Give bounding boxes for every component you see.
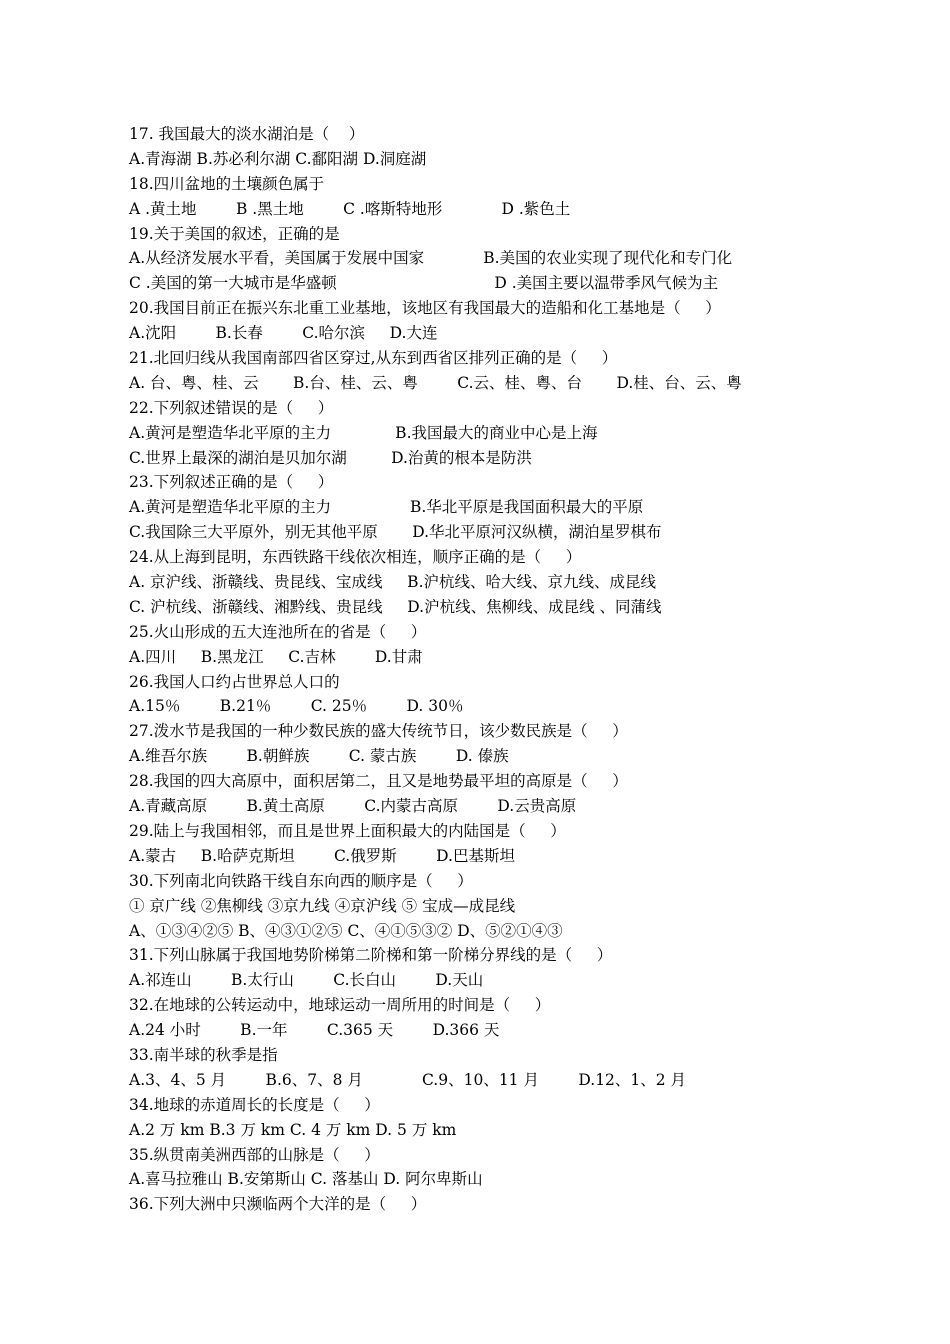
answer-options: C. 沪杭线、浙赣线、湘黔线、贵昆线 D.沪杭线、焦柳线、成昆线 、同蒲线	[129, 597, 662, 616]
answer-options: A.沈阳 B.长春 C.哈尔滨 D.大连	[129, 324, 438, 343]
answer-options: A.15％ B.21％ C. 25％ D. 30％	[129, 697, 464, 716]
question-text: 25.火山形成的五大连池所在的省是（ ）	[129, 622, 427, 641]
answer-options: C.世界上最深的湖泊是贝加尔湖 D.治黄的根本是防洪	[129, 448, 532, 467]
answer-options: A. 台、粤、桂、云 B.台、桂、云、粤 C.云、桂、粤、台 D.桂、台、云、粤	[129, 373, 742, 392]
answer-options: A.青海湖 B.苏必利尔湖 C.鄱阳湖 D.洞庭湖	[129, 149, 427, 168]
answer-options: A.青藏高原 B.黄土高原 C.内蒙古高原 D.云贵高原	[129, 797, 577, 816]
answer-options: A.黄河是塑造华北平原的主力 B.华北平原是我国面积最大的平原	[129, 498, 644, 517]
question-text: 24.从上海到昆明，东西铁路干线依次相连，顺序正确的是（ ）	[129, 548, 582, 567]
question-text: 35.纵贯南美洲西部的山脉是（ ）	[129, 1145, 380, 1164]
question-text: 22.下列叙述错误的是（ ）	[129, 398, 334, 417]
answer-options: A.四川 B.黑龙江 C.吉林 D.甘肃	[129, 647, 423, 666]
answer-options: C .美国的第一大城市是华盛顿 D .美国主要以温带季风气候为主	[129, 274, 719, 293]
question-text: 30.下列南北向铁路干线自东向西的顺序是（ ）	[129, 871, 473, 890]
question-text: 26.我国人口约占世界总人口的	[129, 672, 340, 691]
answer-options: A. 京沪线、浙赣线、贵昆线、宝成线 B.沪杭线、哈大线、京九线、成昆线	[129, 573, 657, 592]
answer-options: C.我国除三大平原外，别无其他平原 D.华北平原河汉纵横，湖泊星罗棋布	[129, 523, 662, 542]
question-text: 17. 我国最大的淡水湖泊是（ ）	[129, 125, 365, 143]
answer-options: A.喜马拉雅山 B.安第斯山 C. 落基山 D. 阿尔卑斯山	[129, 1170, 483, 1189]
answer-options: A.黄河是塑造华北平原的主力 B.我国最大的商业中心是上海	[129, 423, 598, 442]
answer-options: A .黄土地 B .黑土地 C .喀斯特地形 D .紫色土	[129, 199, 571, 218]
question-text: 33.南半球的秋季是指	[129, 1045, 278, 1064]
question-text: 29.陆上与我国相邻，而且是世界上面积最大的内陆国是（ ）	[129, 821, 566, 840]
question-text: 18.四川盆地的土壤颜色属于	[129, 174, 325, 193]
question-text: 20.我国目前正在振兴东北重工业基地，该地区有我国最大的造船和化工基地是（ ）	[129, 299, 721, 318]
question-text: 21.北回归线从我国南部四省区穿过,从东到西省区排列正确的是（ ）	[129, 349, 618, 368]
question-text: 27.泼水节是我国的一种少数民族的盛大传统节日，该少数民族是（ ）	[129, 722, 628, 741]
question-text: 19.关于美国的叙述，正确的是	[129, 224, 340, 243]
answer-options: A.蒙古 B.哈萨克斯坦 C.俄罗斯 D.巴基斯坦	[129, 846, 515, 865]
question-text: 23.下列叙述正确的是（ ）	[129, 473, 334, 492]
question-text: 31.下列山脉属于我国地势阶梯第二阶梯和第一阶梯分界线的是（ ）	[129, 946, 613, 965]
answer-options: A.祁连山 B.太行山 C.长白山 D.天山	[129, 971, 484, 990]
question-list	[129, 122, 829, 1217]
question-text: 36.下列大洲中只濒临两个大洋的是（ ）	[129, 1195, 427, 1214]
answer-options: A.维吾尔族 B.朝鲜族 C. 蒙古族 D. 傣族	[129, 747, 509, 766]
answer-options: A.从经济发展水平看，美国属于发展中国家 B.美国的农业实现了现代化和专门化	[129, 249, 733, 268]
question-text: 32.在地球的公转运动中，地球运动一周所用的时间是（ ）	[129, 996, 551, 1015]
answer-options: A、①③④②⑤ B、④③①②⑤ C、④①⑤③② D、⑤②①④③	[129, 921, 563, 940]
question-text: 28.我国的四大高原中，面积居第二，且又是地势最平坦的高原是（ ）	[129, 772, 628, 791]
question-text: 34.地球的赤道周长的长度是（ ）	[129, 1095, 380, 1114]
answer-options: A.24 小时 B.一年 C.365 天 D.366 天	[129, 1021, 500, 1040]
answer-options: A.3、4、5 月 B.6、7、8 月 C.9、10、11 月 D.12、1、2 月	[129, 1070, 687, 1089]
answer-options: ① 京广线 ②焦柳线 ③京九线 ④京沪线 ⑤ 宝成—成昆线	[129, 896, 516, 915]
answer-options: A.2 万 km B.3 万 km C. 4 万 km D. 5 万 km	[129, 1120, 457, 1139]
